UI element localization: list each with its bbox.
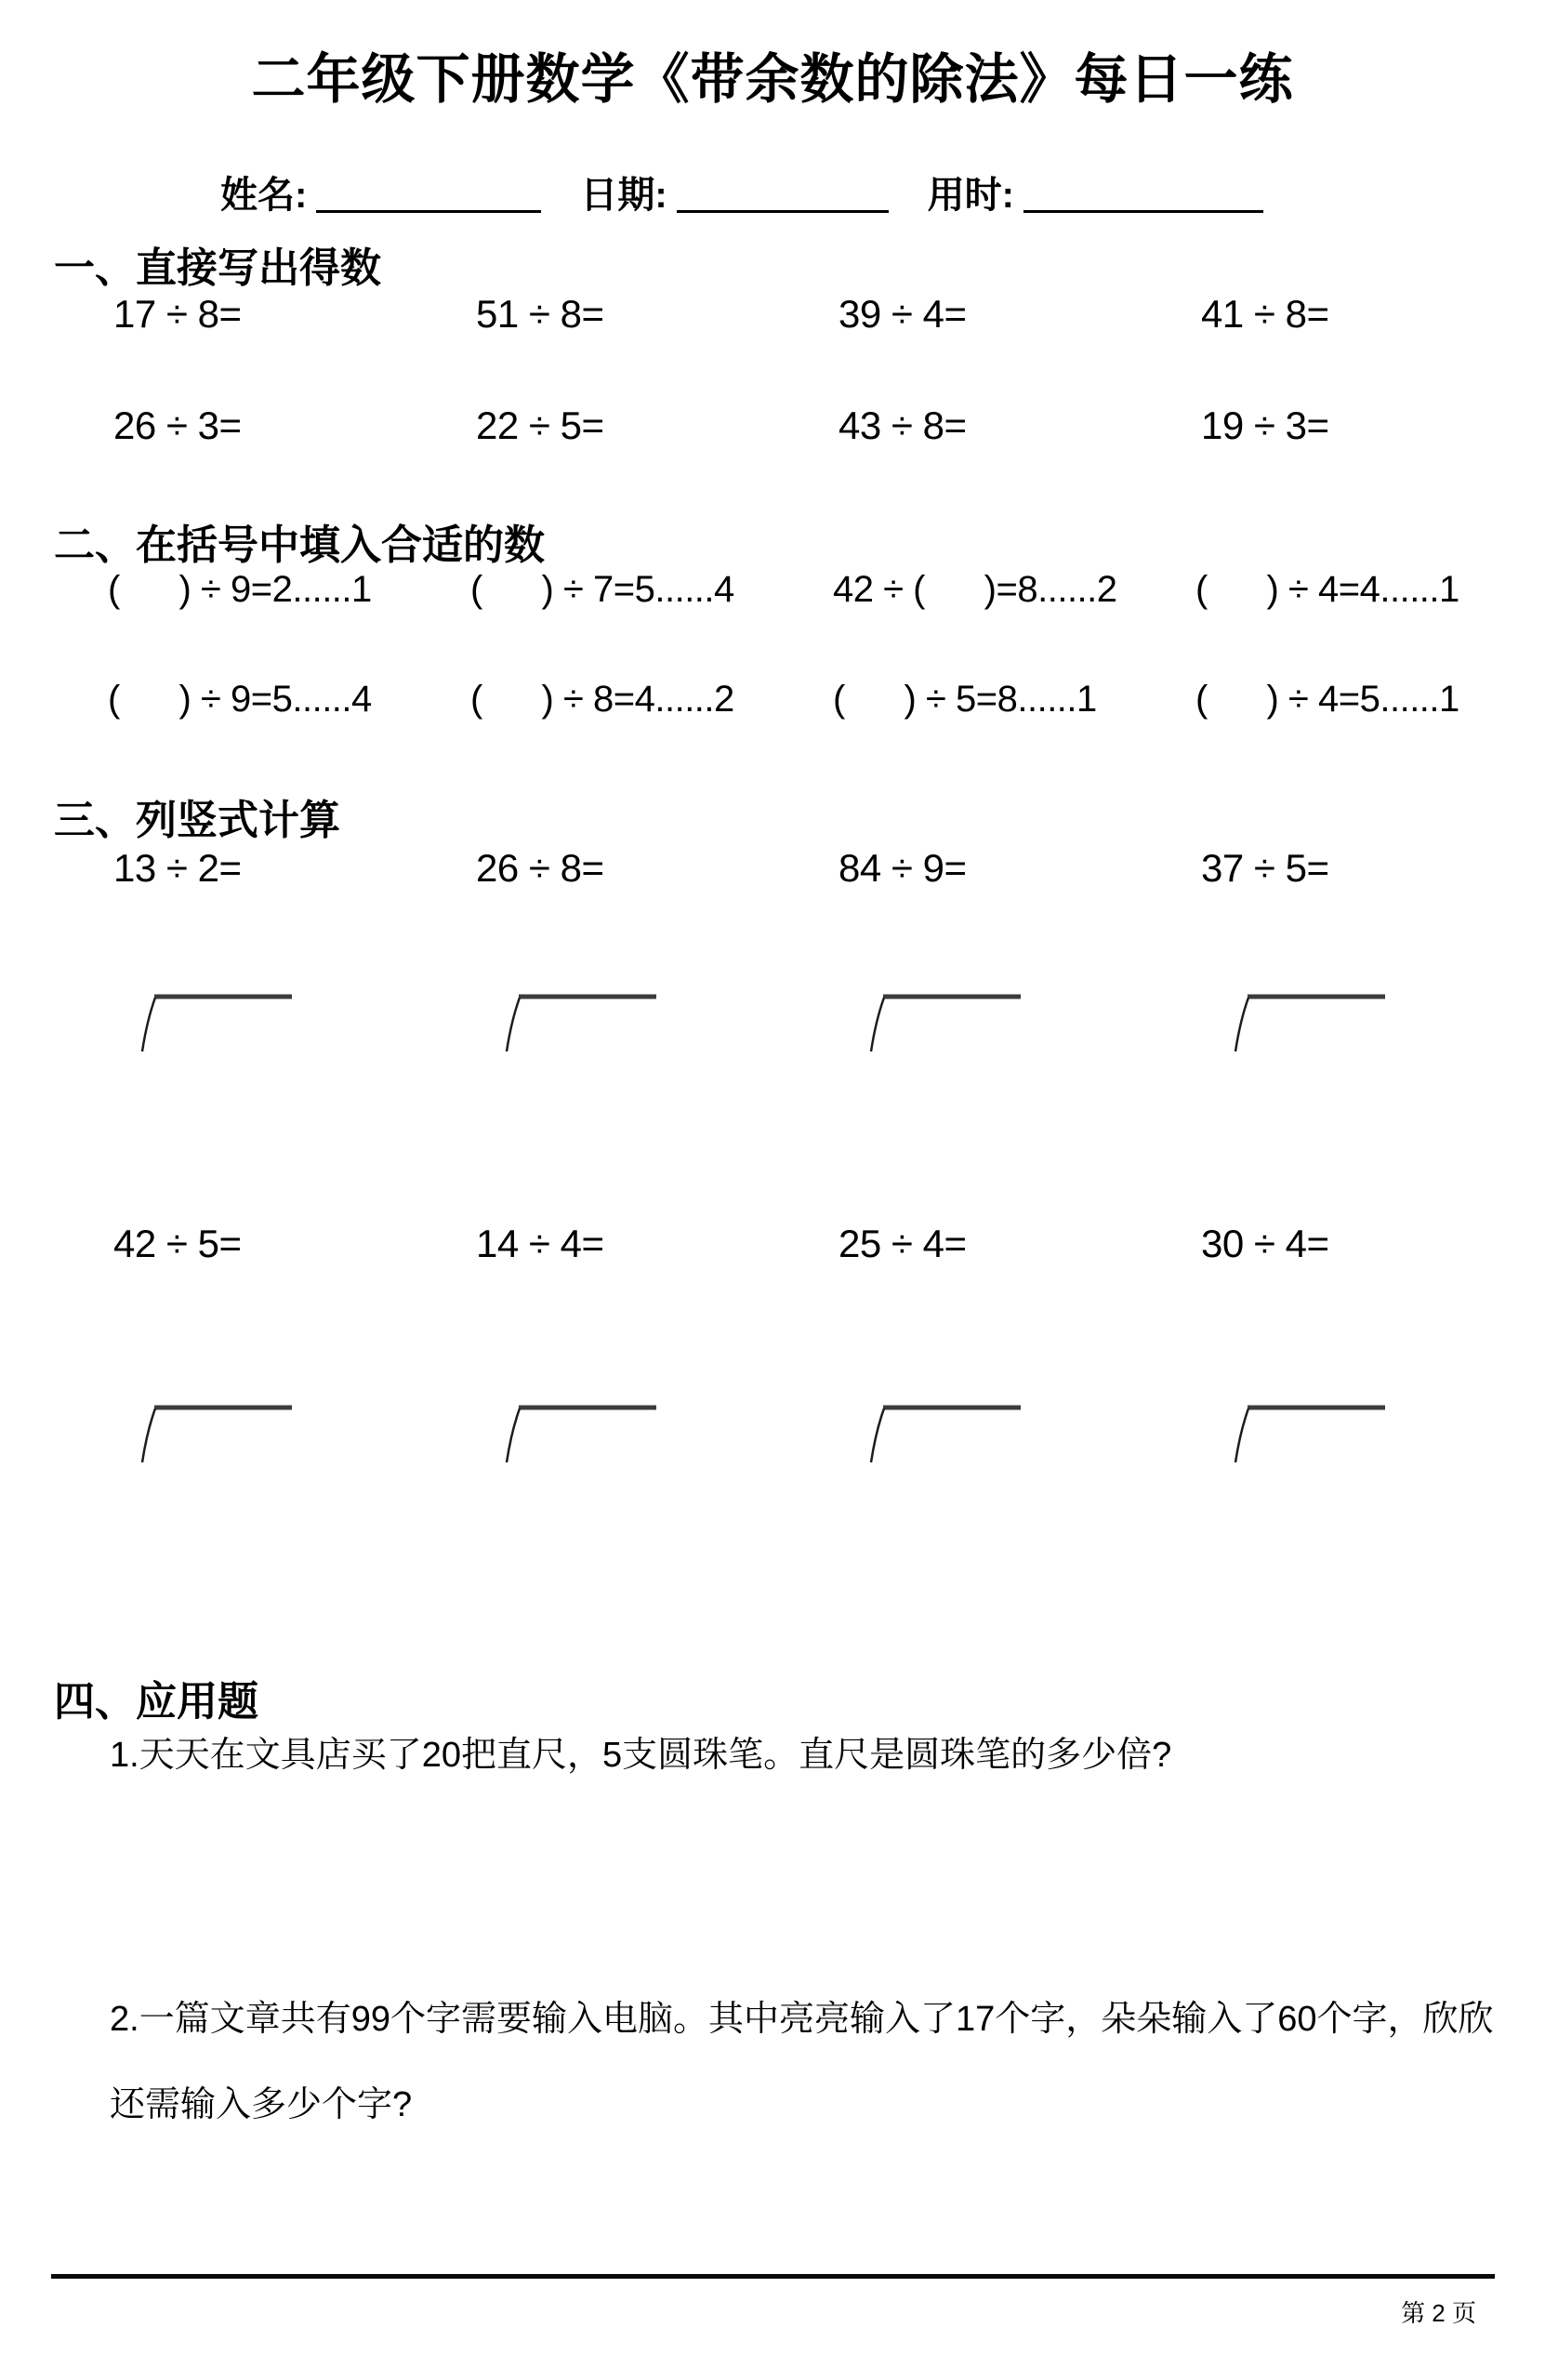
equation: 30 ÷ 4= — [1201, 1222, 1329, 1265]
equation: 39 ÷ 4= — [839, 292, 967, 336]
section4-heading: 四、应用题 — [54, 1679, 258, 1725]
equation: 19 ÷ 3= — [1201, 403, 1329, 447]
equation: 43 ÷ 8= — [839, 403, 967, 447]
equation: 25 ÷ 4= — [839, 1222, 967, 1265]
long-division-bracket-row1 — [0, 993, 1545, 1059]
fill-bracket-equation: ( ) ÷ 4=4......1 — [1195, 569, 1459, 610]
long-division-bracket — [1233, 993, 1545, 1059]
fill-bracket-equation: ( ) ÷ 9=5......4 — [108, 679, 372, 720]
equation: 26 ÷ 8= — [476, 846, 604, 890]
long-division-bracket-row2 — [0, 1404, 1545, 1470]
equation: 37 ÷ 5= — [1201, 846, 1329, 890]
date-label: 日期: — [580, 175, 667, 216]
section2-row2 — [0, 679, 1545, 721]
word-problem-1: 1.天天在文具店买了20把直尺，5支圆珠笔。直尺是圆珠笔的多少倍? — [110, 1736, 1172, 1775]
long-division-bracket — [504, 1404, 868, 1470]
header-fill-in-row — [220, 165, 1263, 218]
time-label: 用时: — [927, 175, 1014, 216]
date-blank — [677, 175, 889, 213]
long-division-bracket — [504, 993, 868, 1059]
equation: 42 ÷ 5= — [113, 1222, 242, 1265]
section3-row1 — [0, 846, 1545, 891]
page-number: 第 2 页 — [1401, 2299, 1476, 2327]
section3-row2 — [0, 1222, 1545, 1266]
equation: 14 ÷ 4= — [476, 1222, 604, 1265]
section1-row2 — [0, 403, 1545, 448]
fill-bracket-equation: 42 ÷ ( )=8......2 — [833, 569, 1117, 610]
section2-row1 — [0, 569, 1545, 611]
long-division-bracket — [868, 1404, 1233, 1470]
fill-bracket-equation: ( ) ÷ 8=4......2 — [470, 679, 734, 720]
name-blank — [316, 175, 541, 213]
page-title: 二年级下册数学《带余数的除法》每日一练 — [251, 49, 1294, 110]
time-blank — [1023, 175, 1263, 213]
section3-heading: 三、列竖式计算 — [54, 798, 340, 843]
name-label: 姓名: — [220, 175, 308, 216]
word-problem-2: 2.一篇文章共有99个字需要输入电脑。其中亮亮输入了17个字，朵朵输入了60个字，欣欣还需输入多少个字? — [110, 2000, 1494, 2124]
section1-heading: 一、直接写出得数 — [54, 245, 381, 291]
fill-bracket-equation: ( ) ÷ 5=8......1 — [833, 679, 1097, 720]
long-division-bracket — [139, 1404, 504, 1470]
equation: 17 ÷ 8= — [113, 292, 242, 336]
fill-bracket-equation: ( ) ÷ 7=5......4 — [470, 569, 734, 610]
fill-bracket-equation: ( ) ÷ 4=5......1 — [1195, 679, 1459, 720]
equation: 22 ÷ 5= — [476, 403, 604, 447]
equation: 41 ÷ 8= — [1201, 292, 1329, 336]
section1-row1 — [0, 292, 1545, 337]
equation: 26 ÷ 3= — [113, 403, 242, 447]
equation: 51 ÷ 8= — [476, 292, 604, 336]
footer-divider — [51, 2274, 1495, 2279]
long-division-bracket — [868, 993, 1233, 1059]
equation: 13 ÷ 2= — [113, 846, 242, 890]
long-division-bracket — [1233, 1404, 1545, 1470]
section2-heading: 二、在括号中填入合适的数 — [54, 522, 545, 568]
fill-bracket-equation: ( ) ÷ 9=2......1 — [108, 569, 372, 610]
equation: 84 ÷ 9= — [839, 846, 967, 890]
long-division-bracket — [139, 993, 504, 1059]
